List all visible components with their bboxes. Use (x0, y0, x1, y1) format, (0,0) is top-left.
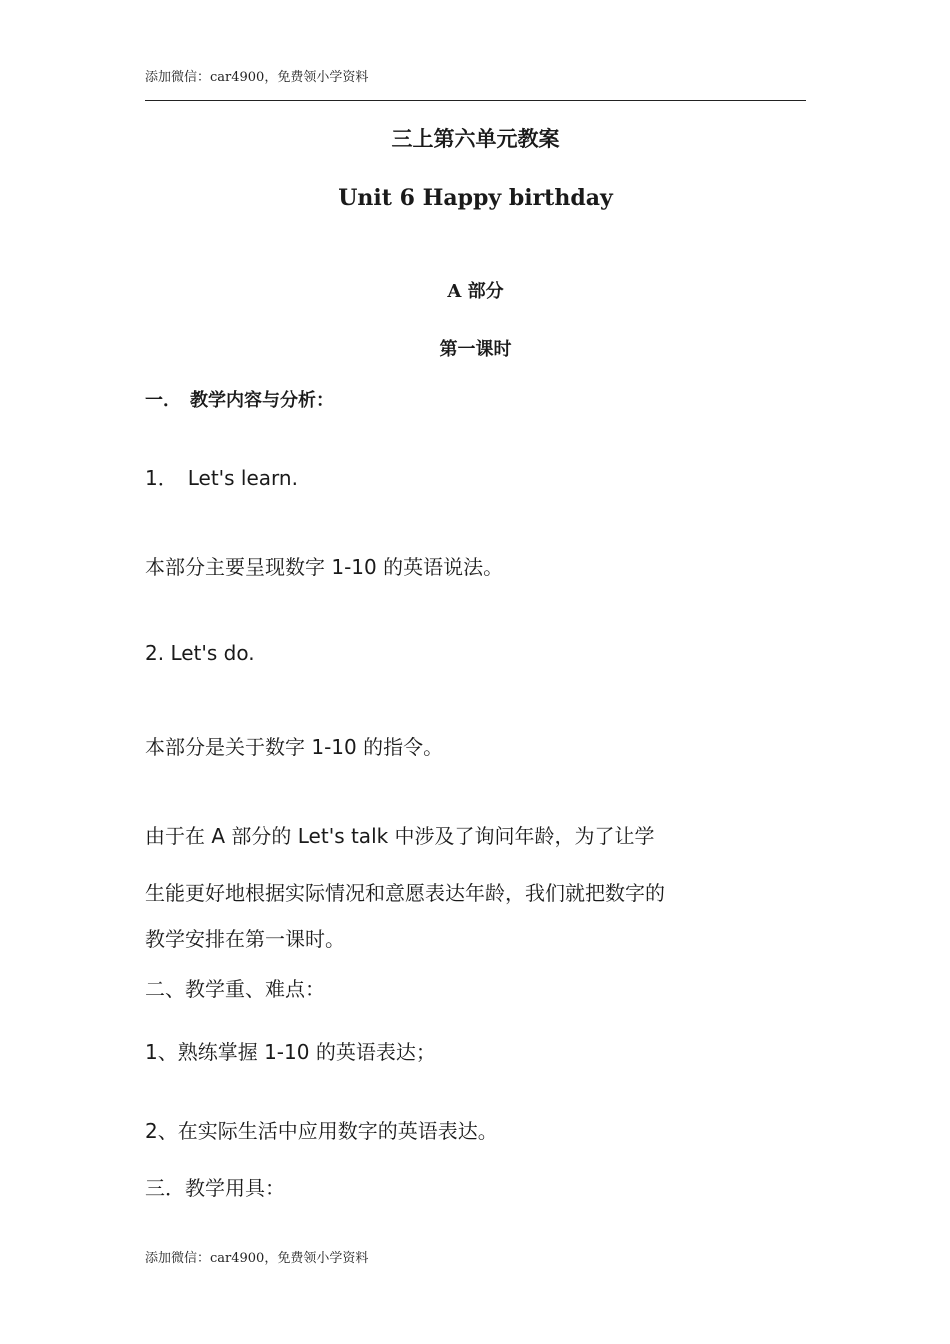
paragraph-line-3: 教学安排在第一课时。 (145, 927, 345, 951)
title-chinese: 三上第六单元教案 (391, 126, 560, 151)
item-lets-learn-desc: 本部分主要呈现数字 1-10 的英语说法。 (145, 555, 504, 579)
header-text: 添加微信：car4900，免费领小学资料 (145, 70, 369, 85)
section-heading-content-analysis: 一． 教学内容与分析： (145, 390, 334, 411)
item-lets-learn: 1． Let's learn. (145, 466, 298, 490)
paragraph-line-2: 生能更好地根据实际情况和意愿表达年龄，我们就把数字的 (145, 881, 665, 905)
section-heading-key-points: 二、教学重、难点： (145, 977, 325, 1001)
header-rule (145, 100, 806, 101)
paragraph-line-1: 由于在 A 部分的 Let's talk 中涉及了询问年龄，为了让学 (145, 824, 655, 848)
section-heading-teaching-aids: 三．教学用具： (145, 1176, 285, 1200)
item-lets-do-desc: 本部分是关于数字 1-10 的指令。 (145, 735, 444, 759)
item-lets-do: 2. Let's do. (145, 641, 255, 665)
lesson-heading: 第一课时 (439, 339, 512, 360)
part-heading: A 部分 (447, 281, 504, 302)
title-english: Unit 6 Happy birthday (338, 185, 613, 211)
key-point-1: 1、熟练掌握 1-10 的英语表达； (145, 1040, 436, 1064)
key-point-2: 2、在实际生活中应用数字的英语表达。 (145, 1119, 498, 1143)
footer-text: 添加微信：car4900，免费领小学资料 (145, 1251, 369, 1266)
